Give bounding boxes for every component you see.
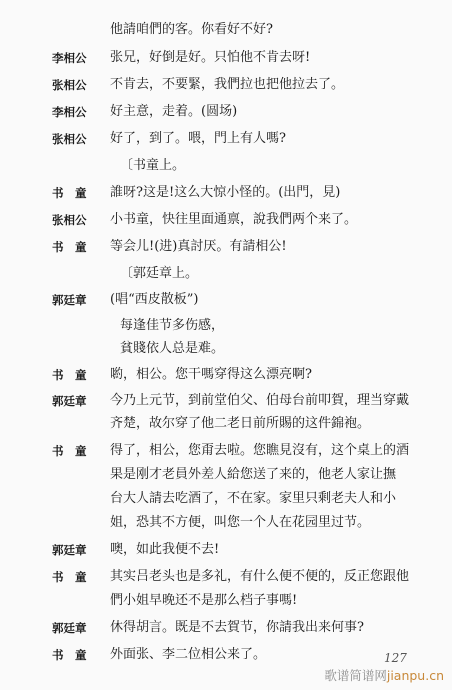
dialogue-text: 等会儿!(进)真討厌。有請相公! [110, 239, 287, 254]
dialogue-text: 們小姐早晚还不是那么档子事嗎! [110, 593, 298, 608]
stage-direction: 每逢佳节多伤感， [120, 318, 225, 333]
speaker-name: 书 童 [52, 648, 87, 662]
dialogue-text: 噢，如此我便不去! [110, 542, 220, 557]
dialogue-text: 果是刚才老員外差人給您送了来的，他老人家让撫 [110, 467, 397, 482]
dialogue-text: 齐楚，故尔穿了他二老日前所賜的这件錦袍。 [110, 416, 371, 431]
speaker-name: 李相公 [52, 105, 87, 119]
dialogue-text: 其实吕老头也是多礼，有什么便不便的，反正您跟他 [110, 569, 410, 584]
speaker-name: 张相公 [52, 132, 87, 146]
speaker-name: 书 童 [52, 186, 87, 200]
speaker-name: 书 童 [52, 570, 87, 584]
dialogue-text: (唱“西皮散板”) [110, 292, 199, 307]
dialogue-text: 今乃上元节，到前堂伯父、伯母台前叩賀，理当穿戴 [110, 393, 410, 408]
dialogue-text: 张兄，好倒是好。只怕他不肯去呀! [110, 50, 311, 65]
speaker-name: 张相公 [52, 78, 87, 92]
watermark [324, 666, 444, 684]
dialogue-text: 好了，到了。喂，門上有人嗎? [110, 131, 286, 146]
speaker-name: 书 童 [52, 368, 87, 382]
speaker-name: 书 童 [52, 240, 87, 254]
dialogue-text: 好主意，走着。(圆场) [110, 104, 238, 119]
speaker-name: 郭廷章 [52, 293, 87, 307]
dialogue-text: 得了，相公，您甭去啦。您瞧見沒有，这个桌上的酒 [110, 443, 410, 458]
dialogue-text: 誰呀?这是!这么大惊小怪的。(出門，見) [110, 185, 341, 200]
dialogue-text: 姐，恐其不方便，叫您一个人在花园里过节。 [110, 515, 371, 530]
dialogue-text: 外面张、李二位相公来了。 [110, 647, 267, 662]
speaker-name: 郭廷章 [52, 394, 87, 408]
stage-direction: 〔郭廷章上。 [120, 266, 199, 281]
stage-direction: 〔书童上。 [120, 158, 186, 173]
watermark-url: jianpu.cn [386, 668, 444, 683]
dialogue-text: 休得胡言。既是不去賀节，你請我出来何事? [110, 620, 364, 635]
dialogue-text: 小书童，快往里面通禀，說我們两个来了。 [110, 212, 358, 227]
dialogue-text: 不肯去，不要緊，我們拉也把他拉去了。 [110, 77, 345, 92]
dialogue-text: 他請咱們的客。你看好不好? [110, 22, 273, 37]
speaker-name: 李相公 [52, 51, 87, 65]
dialogue-text: 喲，相公。您干嗎穿得这么漂亮啊? [110, 367, 312, 382]
stage-direction: 貧賤依人总是难。 [120, 341, 225, 356]
speaker-name: 郭廷章 [52, 543, 87, 557]
speaker-name: 张相公 [52, 213, 87, 227]
watermark-text: 歌谱简谱网 [324, 668, 387, 683]
page-number: 127 [384, 651, 407, 665]
speaker-name: 郭廷章 [52, 621, 87, 635]
dialogue-text: 台大人請去吃酒了，不在家。家里只剩老夫人和小 [110, 491, 397, 506]
speaker-name: 书 童 [52, 444, 87, 458]
